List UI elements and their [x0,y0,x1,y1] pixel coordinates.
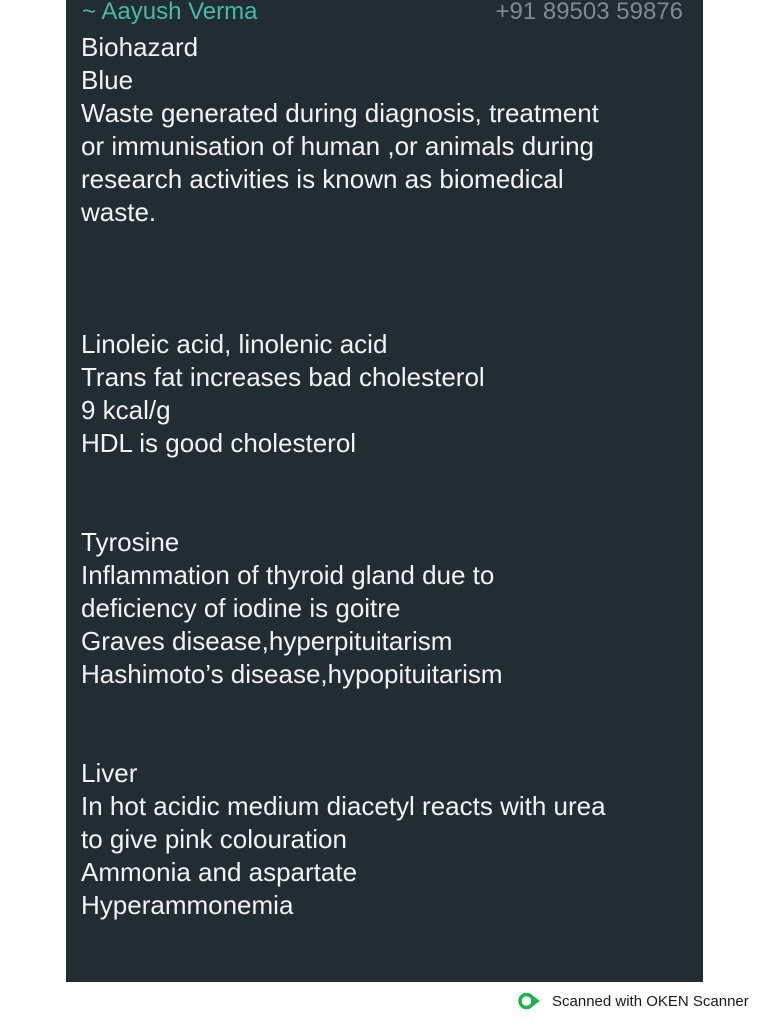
message-line: In hot acidic medium diacetyl reacts with urea [81,791,606,821]
message-line: Hyperammonemia [81,890,294,920]
sender-name[interactable]: ~ Aayush Verma [82,0,258,25]
scanner-watermark [518,990,749,1012]
message-line: research activities is known as biomedical [81,164,564,194]
message-line: Graves disease,hyperpituitarism [81,626,453,656]
sender-phone[interactable]: +91 89503 59876 [495,0,683,25]
message-line: Hashimoto’s disease,hypopituitarism [81,659,503,689]
message-line: HDL is good cholesterol [81,428,357,458]
message-block [81,757,693,922]
scanner-text: Scanned with OKEN Scanner [552,992,749,1010]
message-line: deficiency of iodine is goitre [81,593,401,623]
message-line: Linoleic acid, linolenic acid [81,329,388,359]
message-bubble[interactable] [66,0,703,982]
blank-gap [81,229,693,328]
message-block [81,31,693,229]
message-line: Waste generated during diagnosis, treatment [81,98,599,128]
message-block [81,526,693,691]
message-block [81,328,693,460]
message-line: Trans fat increases bad cholesterol [81,362,485,392]
message-line: Inflammation of thyroid gland due to [81,560,495,590]
message-line: Liver [81,758,138,788]
message-line: Blue [81,65,134,95]
message-line: 9 kcal/g [81,395,171,425]
message-line: Biohazard [81,32,199,62]
message-line: waste. [81,197,157,227]
message-header [82,0,683,28]
message-text [81,31,693,922]
message-line: or immunisation of human ,or animals during [81,131,595,161]
oken-scanner-logo-icon [518,991,542,1011]
message-line: Tyrosine [81,527,180,557]
message-line: to give pink colouration [81,824,347,854]
blank-gap [81,691,693,757]
message-line: Ammonia and aspartate [81,857,358,887]
blank-gap [81,460,693,526]
